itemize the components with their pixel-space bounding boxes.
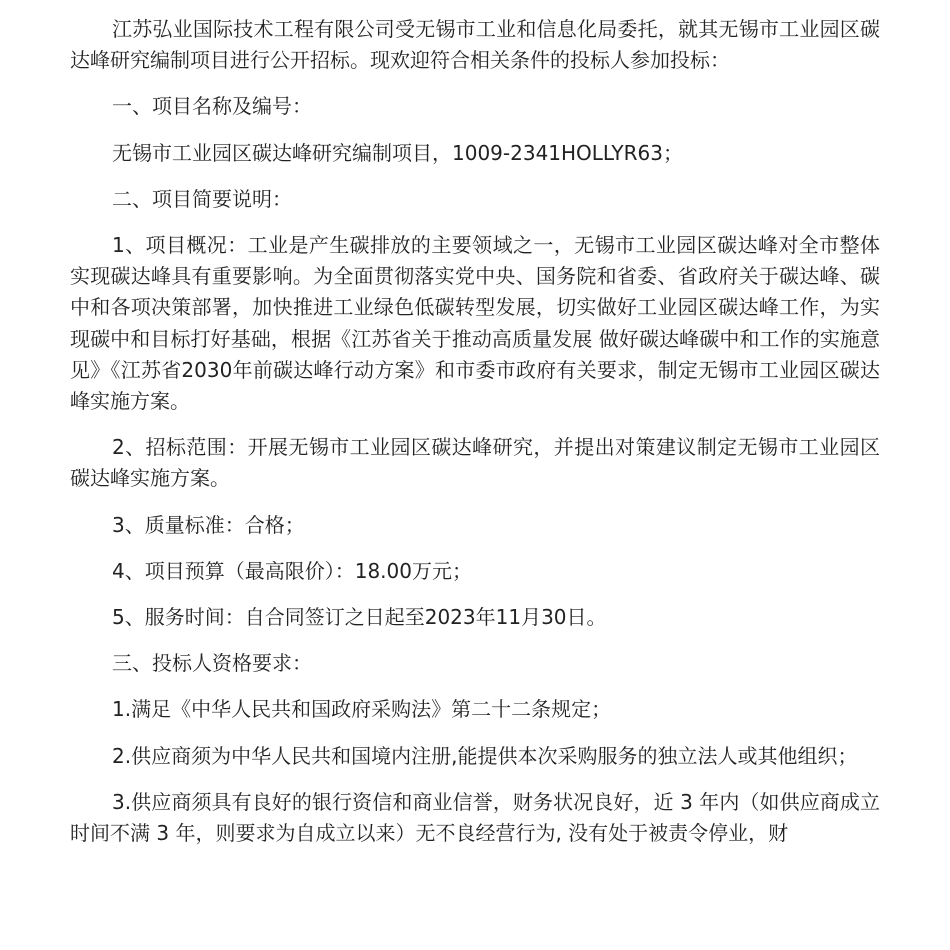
intro-paragraph: 江苏弘业国际技术工程有限公司受无锡市工业和信息化局委托，就其无锡市工业园区碳达峰研究编制项目进行公开招标。现欢迎符合相关条件的投标人参加投标： xyxy=(70,17,880,73)
quality-standard-item: 3、质量标准：合格； xyxy=(112,512,305,537)
section-heading-project-summary: 二、项目简要说明： xyxy=(112,186,292,211)
tender-scope-paragraph: 2、招标范围：开展无锡市工业园区碳达峰研究，并提出对策建议制定无锡市工业园区碳达峰实施方案。 xyxy=(70,435,880,491)
qualification-item-1: 1.满足《中华人民共和国政府采购法》第二十二条规定； xyxy=(112,697,612,722)
service-time-item: 5、服务时间：自合同签订之日起至2023年11月30日。 xyxy=(112,605,607,630)
project-overview-paragraph: 1、项目概况：工业是产生碳排放的主要领域之一，无锡市工业园区碳达峰对全市整体实现碳达峰具有重要影响。为全面贯彻落实党中央、国务院和省委、省政府关于碳达峰、碳中和各项决策部署，加快推进工业绿色低碳转型发展，切实做好工业园区碳达峰工作，为实现碳中和目标打好基础，根据《江苏省关于推动高质量发展 做好碳达峰碳中和工作的实施意见》《江苏省2030年前碳达峰行动方案》和市委市政府有关要求，制定无锡市工业园区碳达峰实施方案。 xyxy=(70,233,880,414)
section-heading-qualifications: 三、投标人资格要求： xyxy=(112,651,312,676)
qualification-item-3: 3.供应商须具有良好的银行资信和商业信誉，财务状况良好，近 3 年内（如供应商成立时间不满 3 年，则要求为自成立以来）无不良经营行为, 没有处于被责令停业，财 xyxy=(70,789,880,846)
project-name-number: 无锡市工业园区碳达峰研究编制项目，1009-2341HOLLYR63； xyxy=(112,140,683,165)
section-heading-project-name: 一、项目名称及编号： xyxy=(112,94,312,119)
qualification-item-2: 2.供应商须为中华人民共和国境内注册,能提供本次采购服务的独立法人或其他组织； xyxy=(112,743,858,768)
project-budget-item: 4、项目预算（最高限价）：18.00万元； xyxy=(112,558,472,583)
